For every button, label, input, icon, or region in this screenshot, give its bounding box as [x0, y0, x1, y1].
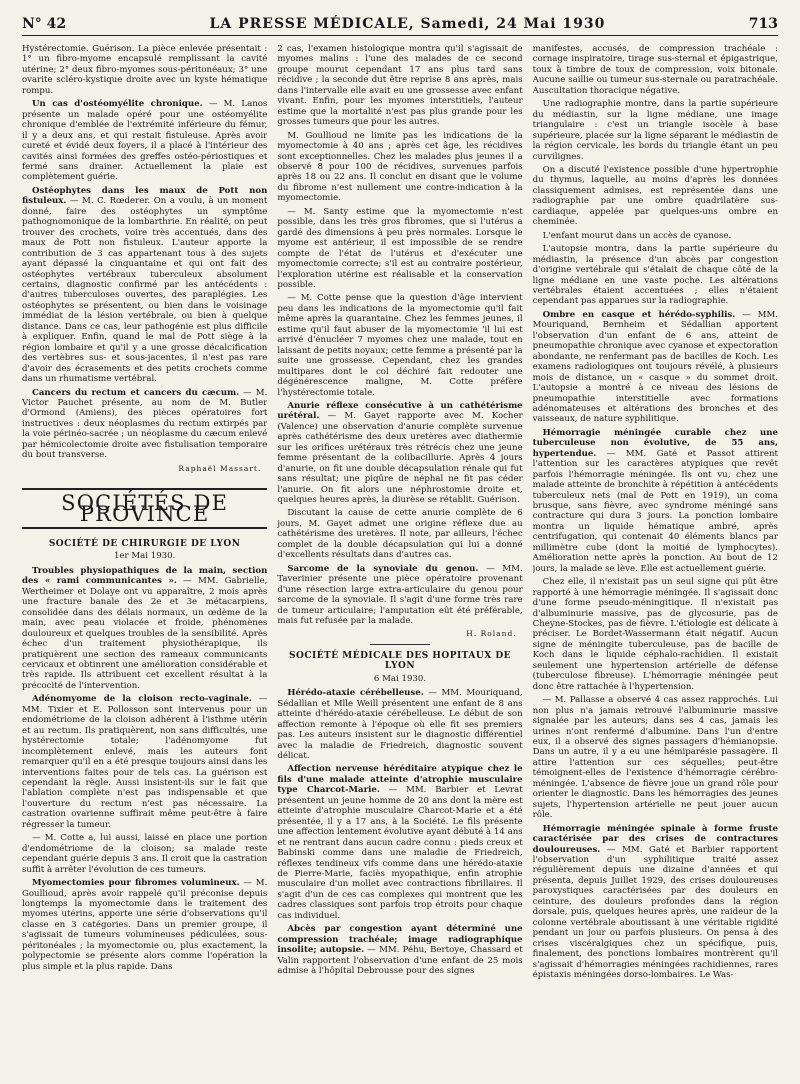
- paragraph: [533, 428, 778, 574]
- paragraph: [533, 824, 778, 981]
- paragraph-text: — M. Gayet rapporte avec M. Kocher (Valence) une observation d'anurie complète survenue après cathétérisme des deux uretères avec diathermie sur les orifices urétéraux très rétrécis chez une jeune femme présentant de la colibacillurie. Après 4 jours d'anurie, on fit une double décapsulation rénale qui fut sans résultat; une piqûre de néphal ne fit pas céder l'anurie. On fit alors une néphrostomie droite et, quelques heures après, la diurèse se rétablit. Guérison.: [277, 411, 523, 506]
- paragraph: [22, 186, 267, 385]
- author-signature: Raphaël Massart.: [178, 463, 262, 473]
- page-number: 713: [748, 16, 778, 32]
- column-2: [277, 44, 522, 1084]
- paragraph-text: — MM. Tixier et E. Pollosson sont intervenus pour un endométriome de la cloison adhérent à l'isthme utérin et au rectum. Ils pratiquèrent, non sans difficultés, une hystérectomie totale; l'adénomyome fut incomplètement enlevé, mais les auteurs font remarquer qu'il en a été presque toujours ainsi dans les interventions faites pour de tels cas. La guérison est cependant la règle. Aussi insistent-ils sur le fait que l'ablation complète n'est pas indispensable et que l'ouverture du rectum n'est pas nécessaire. La castration ovarienne suffirait même peut-être à faire régresser la tumeur.: [22, 694, 268, 830]
- paragraph: — M. Pallasse a observé 4 cas assez rapprochés. Lui non plus n'a jamais retrouvé l'albuminurie massive signalée par les auteurs; dans ses 4 cas, jamais les urines n'ont renfermé d'albumine. Dans l'un d'entre eux, il a observé des signes passagers d'hémianopsie. Dans un autre, il y a eu une hémiparésie passagère. Il attire l'attention sur ces séquelles; peut-être témoignent-elles de l'existence d'hémorragie cérébro-méningée. L'absence de fièvre joue un grand rôle pour orienter le diagnostic. Dans les hémorragies des jeunes sujets, l'hypertension artérielle ne peut jouer aucun rôle.: [532, 695, 778, 821]
- section-heading: Un cas d'ostéomyélite chronique.: [32, 99, 203, 110]
- paragraph: — M. Cotte pense que la question d'âge intervient peu dans les indications de la myomectomie qu'il fait même après la quarantaine. Chez les femmes jeunes, il estime qu'il faut abuser de la myomectomie 'il lui est arrivé d'énucléer 7 myomes chez une malade, tout en laissant de petits noyaux; cette femme a présenté par la suite une grossesse. Cependant, chez les grandes multipares dont le col déchiré fait redouter une dégénérescence maligne, M. Cotte préfère l'hystérectomie totale.: [277, 293, 523, 398]
- session-date: 1er Mai 1930.: [113, 551, 176, 562]
- section-heading: Ombre en casque et hérédo-syphilis.: [542, 309, 736, 320]
- paragraph: [277, 401, 522, 506]
- issue-number: N° 42: [22, 16, 67, 32]
- paragraph: Discutant la cause de cette anurie complète de 6 jours, M. Gayet admet une origine réflexe due au cathétérisme des uretères. Il note, par ailleurs, l'échec complet de la double décapsulation qui lui a donné d'excellents résultats dans d'autres cas.: [277, 508, 523, 561]
- column-1: [22, 44, 267, 1084]
- author-signature: H. Roland.: [466, 629, 517, 639]
- journal-title: LA PRESSE MÉDICALE, Samedi, 24 Mai 1930: [209, 16, 606, 32]
- paragraph-text: — M. C. Rœderer. On a voulu, à un moment donné, faire des ostéophytes un symptôme pathognomonique de la lombarthrie. En réalité, on peut trouver des crochets, voire très accentués, dans des maux de Pott non fistuleux. L'auteur apporte la contribution de 3 cas appartenant tous à des sujets ayant dépassé la cinquantaine et qui ont fait des ostéophytes vertébraux tuberculeux absolument certains, diagnostic confirmé par les antécédents : d'autres tuberculoses ouvertes, des paraplégies. Les ostéophytes se présentent, ou bien dans le voisinage immédiat de la lésion vertébrale, ou bien à quelque distance. Dans ce cas, leur pathogénie est plus difficile à expliquer. Enfin, quand le mal de Pott siège à la région lombaire et qu'il y a une grosse décalcification des vertèbres sus- et sous-jacentes, il n'est pas rare d'avoir des écrasements et des petits crochets comme dans un rhumatisme vertébral.: [22, 196, 268, 385]
- paragraph-text: — M. Lanos présente un malade opéré pour une ostéomyélite chronique d'emblée de l'extrémité inférieure du fémur, il y a deux ans, et qui restait fistuleuse. Après avoir cureté et évidé deux foyers, il a placé à l'intérieur des cavités ainsi formées des greffes ostéo-périostiques et fermé sans drainer. Actuellement la plaie est complètement guérie.: [22, 99, 268, 183]
- section-heading: Anurie réflexe consécutive à un cathétérisme urétéral.: [277, 400, 523, 422]
- page-header: [22, 16, 778, 36]
- section-heading: Abcès par congestion ayant déterminé une compression trachéale; image radiographique insolite; autopsie.: [277, 924, 523, 956]
- paragraph: [22, 566, 267, 691]
- section-title: SOCIÉTÉS DE PROVINCE: [22, 488, 267, 529]
- divider: [370, 644, 430, 645]
- section-heading: Cancers du rectum et cancers du cæcum.: [32, 387, 240, 398]
- section-heading: Adénomyome de la cloison recto-vaginale.: [32, 694, 252, 705]
- paragraph: [277, 564, 522, 627]
- society-name: SOCIÉTÉ MÉDICALE DES HOPITAUX DE LYON: [288, 650, 511, 672]
- paragraph-text: — MM. Gabrielle, Wertheimer et Dolaye ont vu apparaître, 2 mois après une fracture banale des 2e et 3e métacarpiens, consolidée dans des délais normaux, un œdème de la main, avec peau violacée et froide, phénomènes douloureux et quelques troubles de la sensibilité. Après échec d'un traitement physiothérapique, ils pratiquèrent une section des rameaux communicants cervicaux et obtinrent une amélioration considérable et très rapide. Ils attribuent cet excellent résultat à la précocité de l'intervention.: [22, 576, 268, 691]
- paragraph-text: — MM. Barbier et Levrat présentent un jeune homme de 20 ans dont la mère est atteinte d'atrophie musculaire Charcot-Marie et a été présentée, il y a 17 ans, à la Société. Le fils présente une affection lentement évolutive ayant débuté à 14 ans et ne rentrant dans aucun cadre connu : pieds creux et Babinski comme dans une maladie de Friedreich, réflexes tendineux vifs comme dans une hérédo-ataxie de Pierre-Marie, faciès myopathique, enfin atrophie musculaire d'un mollet avec contractions fibrillaires. Il s'agit d'un de ces cas complexes qui montrent que les cadres classiques sont parfois trop étroits pour chaque cas individuel.: [277, 785, 523, 921]
- section-heading: Troubles physiopathiques de la main, section des « rami communicantes ».: [22, 565, 268, 587]
- paragraph-text: — MM. Péhu, Bertoye, Chassard et Valin rapportent l'observation d'une enfant de 25 mois admise à l'hôpital Debrousse pour des signes: [277, 945, 523, 977]
- section-heading: Ostéophytes dans les maux de Pott non fistuleux.: [22, 185, 268, 207]
- paragraph: [22, 99, 267, 183]
- column-3: [533, 44, 778, 1084]
- section-heading: Sarcome de la synoviale du genou.: [287, 563, 479, 574]
- paragraph-text: — MM. Gaté et Passot attirent l'attention sur les caractères atypiques que revêt parfois l'hémorragie méningée. Ils ont vu, chez une malade atteinte de bronchite à répétition à antécédents tuberculeux nets (mal de Pott en 1919), un coma brusque, sans fièvre, avec syndrome méningé sans contracture qui dura 3 jours. La ponction lombaire montra un liquide hématique ambré, après centrifugation, qui contenait 40 éléments blancs par millimètre cube (dont la moitié de lymphocytes). Amélioration nette après la ponction. Au bout de 12 jours, la malade se lève. Elle est actuellement guérie.: [532, 448, 778, 574]
- paragraph: — M. Cotte a, lui aussi, laissé en place une portion d'endométriome de la cloison; sa malade reste cependant guérie depuis 3 ans. Il croit que la castration suffit à arrêter l'évolution de ces tumeurs.: [22, 833, 268, 875]
- columns: [22, 44, 778, 1084]
- paragraph-text: — M. Victor Pauchet présente, au nom de M. Butler d'Ormond (Amiens), des pièces opératoires fort instructives : deux néoplasmes du rectum extirpés par la voie périnéo-sacrée ; un néoplasme du cæcum enlevé par hémicolectomie droite avec fistulisation temporaire du bout transverse.: [22, 387, 268, 461]
- session-date: 6 Mai 1930.: [373, 673, 427, 684]
- section-heading: Affection nerveuse héréditaire atypique chez le fils d'une malade atteinte d'atrophie musculaire type Charcot-Marie.: [277, 764, 523, 796]
- society-name: SOCIÉTÉ DE CHIRURGIE DE LYON: [48, 539, 241, 550]
- paragraph: Hystérectomie. Guérison. La pièce enlevée présentait : 1° un fibro-myome encapsulé remplissant la cavité utérine; 2° deux fibro-myomes sous-péritonéaux; 3° une ovarite scléro-kystique droite avec un kyste hématique rompu.: [22, 44, 268, 96]
- paragraph: 2 cas, l'examen histologique montra qu'il s'agissait de myomes malins : l'une des malades de ce second groupe mourut cependant 17 ans plus tard sans récidive ; la seconde dut être reprise 8 ans après, mais dans l'intervalle elle avait eu une grossesse avec enfant vivant. Enfin, pour les myomes interstitiels, l'auteur estime que la mortalité n'est pas plus grande pour les grosses tumeurs que pour les autres.: [277, 44, 523, 128]
- paragraph: [22, 388, 267, 461]
- section-heading: Hérédo-ataxie cérébelleuse.: [287, 688, 424, 699]
- paragraph-text: — M. Goullioud, après avoir rappelé qu'il préconise depuis longtemps la myomectomie dans le traitement des myomes utérins, apporte une série d'observations qu'il classe en 3 catégories. Dans un premier groupe, il s'agissait de tumeurs volumineuses pédiculées, sous-péritonéales ; la myomectomie ou, plus exactement, la polypectomie se présente alors comme l'opération la plus simple et la plus rapide. Dans: [22, 878, 268, 972]
- paragraph: Chez elle, il n'existait pas un seul signe qui pût être rapporté à une hémorragie méningée. Il s'agissait donc d'une forme pseudo-méningitique. Il n'existait pas d'albuminurie massive, pas de glycosurie, pas de Cheyne-Stockes, pas de fièvre. L'étiologie est délicate à préciser. Le Bordet-Wassermann était négatif. Aucun signe de méningite tuberculeuse, pas de bacille de Koch dans le liquide céphalo-rachidien. Il existait seulement une hypertension artérielle de défense (tuberculose fibreuse). L'hémorragie méningée peut donc être rattachée à l'hypertension.: [532, 577, 778, 692]
- paragraph: — M. Santy estime que la myomectomie n'est possible, dans les très gros fibromes, que si l'utérus a gardé des dimensions à peu près normales. Lorsque le myome est antérieur, il est impossible de se rendre compte de l'état de l'utérus et d'exécuter une myomectomie correcte; s'il est au contraire postérieur, l'exploration utérine est réalisable et la conservation possible.: [277, 206, 523, 290]
- section-heading: Myomectomies pour fibromes volumineux.: [32, 878, 240, 889]
- paragraph: [277, 764, 522, 921]
- paragraph-text: — MM. Gaté et Barbier rapportent l'observation d'un syphilitique traité assez régulièrement depuis une dizaine d'années et qui présenta, depuis Juillet 1929, des crises douloureuses paroxystiques caractérisées par des douleurs en ceinture, des douleurs profondes dans la région dorsale, puis, quelques heures après, une raideur de la colonne vertébrale aboutissant à une véritable rigidité pendant un jour ou parfois plusieurs. On pensa à des crises viscéralgiques chez un spécifique, puis, finalement, des ponctions lombaires montrèrent qu'il s'agissait d'hémorragies méningées rachidiennes, rares épistaxis méningées dorso-lombaires. Le Was-: [532, 844, 778, 980]
- paragraph: [277, 688, 522, 761]
- paragraph: L'autopsie montra, dans la partie supérieure du médiastin, la présence d'un abcès par congestion d'origine vertébrale qui s'étalait de chaque côté de la ligne médiane en une vaste poche. Les altérations vertébrales étaient accentuées ; elles n'étaient cependant pas apparues sur la radiographie.: [532, 244, 778, 307]
- paragraph: [277, 924, 522, 976]
- section-heading: Hémorragie méningée spinale à forme fruste caractérisée par des crises de contractures douloureuses.: [532, 823, 778, 855]
- paragraph: On a discuté l'existence possible d'une hypertrophie du thymus, laquelle, au moins d'après les données classiquement admises, est représentée dans une radiographie par une ombre quadrilatère sus-cardiaque, appelée par quelques-uns ombre en cheminée.: [532, 164, 778, 228]
- paragraph: manifestes, accusés, de compression trachéale : cornage inspiratoire, tirage sus-sternal et épigastrique, toux à timbre de toux de compression, voix bitonale. Aucune saillie ou tumeur sus-sternale ou paratrachéale. Auscultation thoracique négative.: [532, 44, 778, 96]
- paragraph-text: — MM. Mouriquand, Bernheim et Sédallian apportent l'observation d'un enfant de 6 ans, atteint de pneumopathie chronique avec cyanose et expectoration abondante, ne renfermant pas de bacilles de Koch. Les examens radiologiques ont toujours révélé, à plusieurs mois de distance, un « casque » du sommet droit. L'autopsie a montré à ce niveau des lésions de pneumopathie interstitielle avec formations adénomateuses et altérations des bronches et des vaisseaux, de nature syphilitique.: [532, 309, 778, 425]
- paragraph-text: — MM. Taverinier présente une pièce opératoire provenant d'une résection large extra-articulaire du genou pour sarcome de la synoviale. Il s'agit d'une forme très rare de tumeur articulaire; l'amputation eût été préférable, mais fut refusée par la malade.: [277, 563, 523, 627]
- section-heading: Hémorragie méningée curable chez une tuberculeuse non évolutive, de 55 ans, hypertendue.: [532, 427, 778, 459]
- paragraph: [533, 310, 778, 425]
- paragraph: [22, 694, 267, 830]
- paragraph: [22, 878, 267, 972]
- paragraph-text: — MM. Mouriquand, Sédallian et Mlle Weill présentent une enfant de 8 ans atteinte d'hérédo-ataxie cérébelleuse. Le début de son affection remonte à l'époque où elle fit ses premiers pas. Les auteurs insistent sur le diagnostic différentiel avec la maladie de Friedreich, diagnostic souvent délicat.: [277, 688, 523, 761]
- paragraph: Une radiographie montre, dans la partie supérieure du médiastin, sur la ligne médiane, une image triangulaire : c'est un triangle isocèle à base supérieure, placée sur la ligne séparant le médiastin de la région cervicale, les bords du triangle étant un peu curvilignes.: [532, 99, 778, 162]
- paragraph: L'enfant mourut dans un accès de cyanose.: [542, 230, 732, 241]
- paragraph: M. Goullioud ne limite pas les indications de la myomectomie à 40 ans ; après cet âge, les récidives sont exceptionnelles. Chez les malades plus jeunes il a observé 8 pour 100 de récidives, survenues parfois après 18 ou 22 ans. Il conclut en disant que le volume du fibrome n'est nullement une contre-indication à la myomectomie.: [277, 130, 523, 204]
